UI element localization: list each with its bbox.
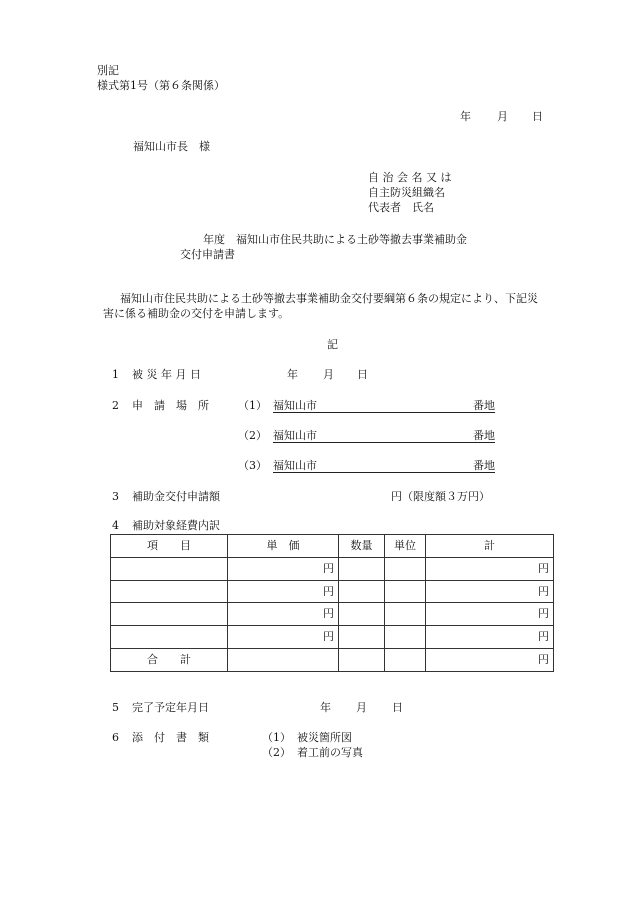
total-cell[interactable]: 円 xyxy=(426,580,554,603)
unit-price-cell[interactable]: 円 xyxy=(228,580,339,603)
table-row xyxy=(111,626,554,649)
place-3-city: 福知山市 xyxy=(273,459,317,472)
item3-amount-suffix: 円（限度額３万円） xyxy=(391,490,490,503)
header-item: 項 目 xyxy=(111,535,228,558)
item-cell[interactable] xyxy=(111,580,228,603)
place-2-field[interactable] xyxy=(273,429,495,443)
item5-number: 5 xyxy=(112,701,119,714)
unit-cell[interactable] xyxy=(385,603,426,626)
addressee: 福知山市長 様 xyxy=(133,140,210,153)
item-cell[interactable] xyxy=(111,626,228,649)
table-row xyxy=(111,557,554,580)
item4-label: 補助対象経費内訳 xyxy=(132,519,220,532)
total-cell[interactable]: 円 xyxy=(426,603,554,626)
item5-month: 月 xyxy=(356,701,367,714)
place-3-number: （3） xyxy=(238,459,267,472)
grand-total-cell[interactable]: 円 xyxy=(426,648,554,671)
item6-number: 6 xyxy=(112,731,119,744)
header-total: 計 xyxy=(426,535,554,558)
table-row xyxy=(111,580,554,603)
item5-year: 年 xyxy=(320,701,331,714)
attachment-label: 別記 xyxy=(97,64,119,77)
item6-label: 添 付 書 類 xyxy=(132,731,209,744)
body-text-line-1: 福知山市住民共助による土砂等撤去事業補助金交付要綱第６条の規定により、下記災 xyxy=(120,292,538,305)
date-day: 日 xyxy=(532,110,543,123)
unit-price-cell[interactable]: 円 xyxy=(228,603,339,626)
item1-month: 月 xyxy=(323,368,334,381)
ki-heading: 記 xyxy=(327,338,338,351)
item5-label: 完了予定年月日 xyxy=(132,701,209,714)
item1-number: 1 xyxy=(112,368,119,381)
table-row xyxy=(111,603,554,626)
header-unit: 単位 xyxy=(385,535,426,558)
quantity-cell[interactable] xyxy=(339,626,385,649)
item3-label: 補助金交付申請額 xyxy=(132,490,220,503)
unit-price-cell[interactable]: 円 xyxy=(228,626,339,649)
quantity-cell[interactable] xyxy=(339,603,385,626)
item3-number: 3 xyxy=(112,490,119,503)
applicant-line-2: 自主防災組織名 xyxy=(368,186,445,199)
form-label: 様式第1号（第６条関係） xyxy=(97,79,225,92)
total-label: 合 計 xyxy=(111,648,228,671)
total-cell[interactable]: 円 xyxy=(426,626,554,649)
place-2-city: 福知山市 xyxy=(273,429,317,442)
doc-1-number: （1） xyxy=(262,731,291,744)
place-2-suffix: 番地 xyxy=(473,429,495,442)
item2-number: 2 xyxy=(112,399,119,412)
unit-price-cell[interactable]: 円 xyxy=(228,557,339,580)
table-header-row xyxy=(111,535,554,558)
table-total-row xyxy=(111,648,554,671)
item1-day: 日 xyxy=(357,368,368,381)
place-3-field[interactable] xyxy=(273,459,495,473)
document-title-line-2: 交付申請書 xyxy=(180,248,235,261)
total-quantity-cell[interactable] xyxy=(339,648,385,671)
place-1-city: 福知山市 xyxy=(273,399,317,412)
quantity-cell[interactable] xyxy=(339,580,385,603)
document-title-line-1: 年度 福知山市住民共助による土砂等撤去事業補助金 xyxy=(203,233,467,246)
date-month: 月 xyxy=(497,110,508,123)
total-cell[interactable]: 円 xyxy=(426,557,554,580)
unit-cell[interactable] xyxy=(385,557,426,580)
item5-day: 日 xyxy=(392,701,403,714)
item2-label: 申 請 場 所 xyxy=(132,399,209,412)
expense-breakdown-table xyxy=(110,534,554,672)
total-unit-cell[interactable] xyxy=(385,648,426,671)
doc-2-number: （2） xyxy=(262,746,291,759)
place-2-number: （2） xyxy=(238,429,267,442)
date-year: 年 xyxy=(460,110,471,123)
body-text-line-2: 害に係る補助金の交付を申請します。 xyxy=(103,307,290,320)
item1-label: 被 災 年 月 日 xyxy=(132,368,201,381)
item4-number: 4 xyxy=(112,519,119,532)
unit-cell[interactable] xyxy=(385,626,426,649)
header-quantity: 数量 xyxy=(339,535,385,558)
header-unit-price: 単 価 xyxy=(228,535,339,558)
applicant-line-1: 自 治 会 名 又 は xyxy=(368,171,452,184)
item-cell[interactable] xyxy=(111,603,228,626)
place-1-field[interactable] xyxy=(273,399,495,413)
item1-year: 年 xyxy=(287,368,298,381)
place-3-suffix: 番地 xyxy=(473,459,495,472)
applicant-line-3: 代表者 氏名 xyxy=(368,201,434,214)
quantity-cell[interactable] xyxy=(339,557,385,580)
doc-1-text: 被災箇所図 xyxy=(297,731,352,744)
place-1-number: （1） xyxy=(238,399,267,412)
doc-2-text: 着工前の写真 xyxy=(297,746,363,759)
place-1-suffix: 番地 xyxy=(473,399,495,412)
total-unit-price-cell[interactable] xyxy=(228,648,339,671)
item-cell[interactable] xyxy=(111,557,228,580)
unit-cell[interactable] xyxy=(385,580,426,603)
